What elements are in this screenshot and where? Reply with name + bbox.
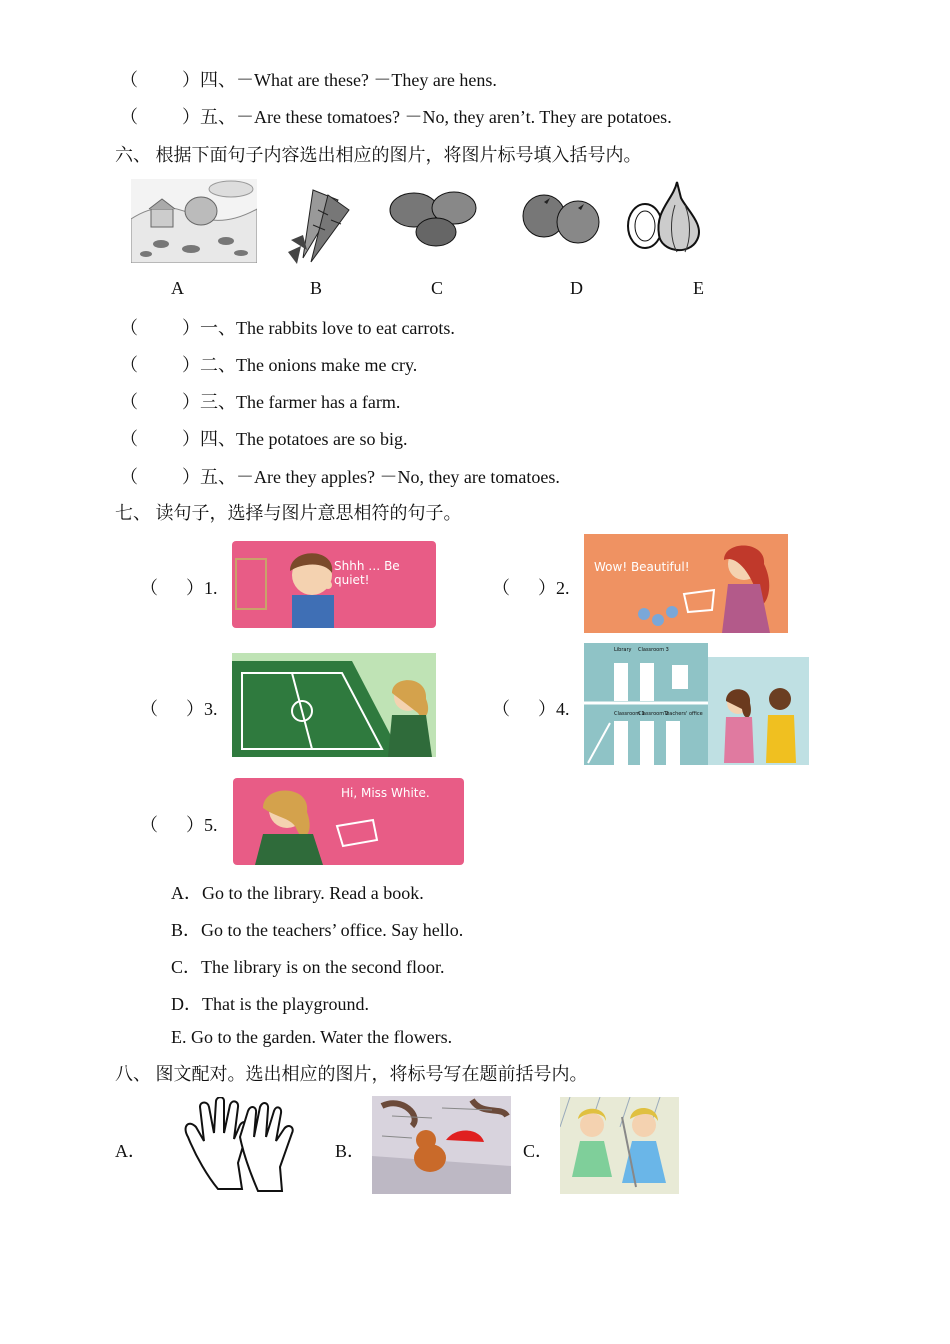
- answer-option: E. Go to the garden. Water the flowers.: [171, 1027, 453, 1047]
- question-text: 一、The rabbits love to eat carrots.: [200, 318, 455, 338]
- onion-icon: [625, 180, 705, 260]
- picture-label: C: [431, 278, 444, 298]
- room-sign: Teachers' office: [664, 711, 703, 717]
- speech-bubble: Shhh … Be quiet!: [334, 559, 400, 587]
- question-text: 五、－Are these tomatoes? －No, they aren’t. They are potatoes.: [200, 107, 672, 127]
- picture-label: D: [570, 278, 583, 298]
- question-row: （ ）四、－What are these? －They are hens.: [120, 70, 497, 90]
- farm-scene-icon: [131, 179, 257, 263]
- rainy-girls-icon: [560, 1097, 679, 1194]
- room-sign: Classroom 1: [614, 711, 645, 717]
- question-row: （ ）一、The rabbits love to eat carrots.: [120, 318, 455, 338]
- library-quiet-picture: [232, 541, 436, 628]
- question-row: （ ）4.: [492, 699, 570, 719]
- answer-option: B．Go to the teachers’ office. Say hello.: [171, 920, 464, 940]
- question-row: （ ）1.: [140, 578, 218, 598]
- speech-bubble: Hi, Miss White.: [341, 786, 430, 800]
- answer-option: C．The library is on the second floor.: [171, 957, 445, 977]
- section-eight-heading: 八、 图文配对。选出相应的图片，将标号写在题前括号内。: [115, 1064, 588, 1084]
- question-text: 二、The onions make me cry.: [200, 355, 418, 375]
- picture-label: B．: [335, 1141, 366, 1161]
- question-row: （ ）2.: [492, 578, 570, 598]
- speech-bubble: Wow! Beautiful!: [594, 560, 690, 574]
- room-sign: Classroom 2: [638, 711, 669, 717]
- question-row: （ ）二、The onions make me cry.: [120, 355, 418, 375]
- answer-option: D．That is the playground.: [171, 994, 369, 1014]
- question-row: （ ）五、－Are they apples? －No, they are tomatoes.: [120, 467, 560, 487]
- question-row: （ ）3.: [140, 699, 218, 719]
- picture-label: A: [171, 278, 184, 298]
- potatoes-icon: [388, 186, 483, 250]
- playground-picture: [232, 653, 436, 757]
- picture-label: C．: [523, 1141, 554, 1161]
- question-text: 四、The potatoes are so big.: [200, 429, 408, 449]
- garden-flowers-picture: [584, 534, 788, 633]
- gloves-icon: [178, 1097, 302, 1193]
- question-text: 五、－Are they apples? －No, they are tomatoes.: [200, 467, 560, 487]
- picture-label: B: [310, 278, 323, 298]
- picture-label: A．: [115, 1141, 146, 1161]
- question-row: （ ）三、The farmer has a farm.: [120, 392, 401, 412]
- room-sign: Classroom 3: [638, 647, 669, 653]
- school-building-picture: [584, 643, 809, 765]
- room-sign: Library: [614, 647, 632, 653]
- section-seven-heading: 七、 读句子，选择与图片意思相符的句子。: [115, 503, 462, 523]
- teachers-office-picture: [233, 778, 464, 865]
- section-six-heading: 六、 根据下面句子内容选出相应的图片，将图片标号填入括号内。: [115, 145, 642, 165]
- carrots-icon: [283, 180, 355, 266]
- question-text: 三、The farmer has a farm.: [200, 392, 401, 412]
- question-row: （ ）5.: [140, 815, 218, 835]
- windy-umbrella-icon: [372, 1096, 511, 1194]
- picture-label: E: [693, 278, 704, 298]
- question-row: （ ）五、－Are these tomatoes? －No, they aren’t. They are potatoes.: [120, 107, 672, 127]
- answer-option: A．Go to the library. Read a book.: [171, 883, 424, 903]
- tomatoes-icon: [520, 190, 602, 246]
- question-row: （ ）四、The potatoes are so big.: [120, 429, 408, 449]
- question-text: 四、－What are these? －They are hens.: [200, 70, 497, 90]
